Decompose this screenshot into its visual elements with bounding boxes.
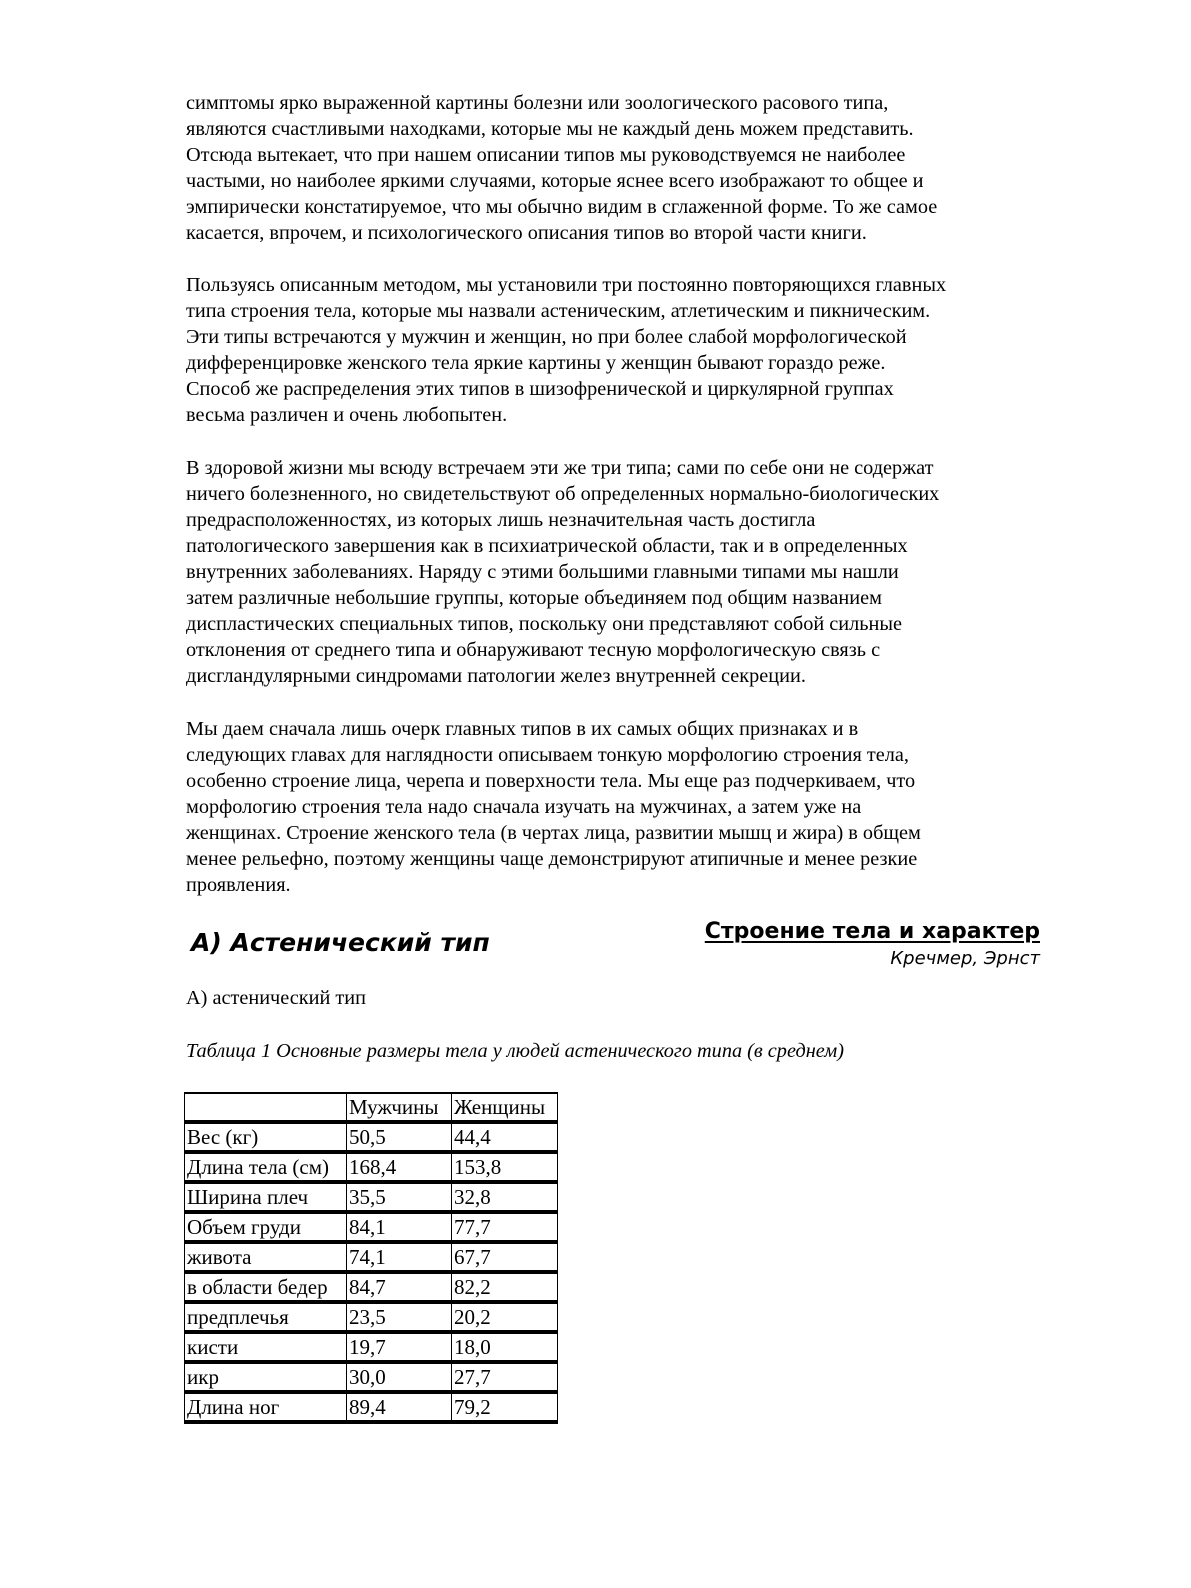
table-cell-men: 84,1 [347,1212,452,1242]
table-row [185,1212,558,1242]
table-header-cell [185,1093,347,1122]
table-row [185,1272,558,1302]
paragraph-line: морфологию строения тела надо сначала изучать на мужчинах, а затем уже на [186,796,862,818]
table-cell-label: предплечья [185,1302,347,1332]
paragraph-line: проявления. [186,874,291,896]
table-row [185,1182,558,1212]
paragraph-line: диспластических специальных типов, поскольку они представляют собой сильные [186,613,902,635]
table-cell-women: 82,2 [452,1272,558,1302]
table-row [185,1152,558,1182]
table-cell-men: 23,5 [347,1302,452,1332]
paragraph-line: Способ же распределения этих типов в шизофренической и циркулярной группах [186,378,894,400]
subsection-title: А) астенический тип [186,987,366,1009]
paragraph-line: частыми, но наиболее яркими случаями, которые яснее всего изображают то общее и [186,170,924,192]
book-author: Кречмер, Эрнст [890,948,1040,969]
table-cell-label: кисти [185,1332,347,1362]
table-cell-women: 18,0 [452,1332,558,1362]
table-cell-men: 35,5 [347,1182,452,1212]
table-cell-women: 67,7 [452,1242,558,1272]
paragraph-line: являются счастливыми находками, которые мы не каждый день можем представить. [186,118,914,140]
paragraph-line: предрасположенностях, из которых лишь незначительная часть достигла [186,509,816,531]
table-cell-women: 44,4 [452,1122,558,1152]
table-cell-label: Вес (кг) [185,1122,347,1152]
paragraph-line: дисгландулярными синдромами патологии желез внутренней секреции. [186,665,806,687]
table-cell-men: 168,4 [347,1152,452,1182]
paragraph-4 [186,716,1066,898]
paragraph-line: дифференцировке женского тела яркие картины у женщин бывают гораздо реже. [186,352,886,374]
paragraph-line: женщинах. Строение женского тела (в чертах лица, развитии мышц и жира) в общем [186,822,921,844]
table-row [185,1242,558,1272]
table-cell-men: 50,5 [347,1122,452,1152]
paragraph-line: отклонения от среднего типа и обнаруживают тесную морфологическую связь с [186,639,881,661]
paragraph-line: В здоровой жизни мы всюду встречаем эти же три типа; сами по себе они не содержат [186,457,934,479]
paragraph-line: Пользуясь описанным методом, мы установили три постоянно повторяющихся главных [186,274,947,296]
paragraph-line: патологического завершения как в психиатрической области, так и в определенных [186,535,908,557]
section-heading: А) Астенический тип [191,928,490,957]
body-measurements-table [184,1092,558,1424]
paragraph-line: затем различные небольшие группы, которые объединяем под общим названием [186,587,882,609]
table-row [185,1302,558,1332]
paragraph-line: Отсюда вытекает, что при нашем описании типов мы руководствуемся не наиболее [186,144,906,166]
table-cell-women: 153,8 [452,1152,558,1182]
table-cell-men: 84,7 [347,1272,452,1302]
table-cell-label: Объем груди [185,1212,347,1242]
paragraph-1 [186,90,1066,246]
paragraph-2 [186,272,1066,428]
table-row [185,1122,558,1152]
table-row [185,1362,558,1392]
paragraph-line: весьма различен и очень любопытен. [186,404,508,426]
paragraph-line: касается, впрочем, и психологического описания типов во второй части книги. [186,222,867,244]
paragraph-line: внутренних заболеваниях. Наряду с этими большими главными типами мы нашли [186,561,899,583]
table-cell-women: 32,8 [452,1182,558,1212]
paragraph-3 [186,455,1066,689]
paragraph-line: эмпирически констатируемое, что мы обычно видим в сглаженной форме. То же самое [186,196,938,218]
table-cell-men: 19,7 [347,1332,452,1362]
paragraph-line: менее рельефно, поэтому женщины чаще демонстрируют атипичные и менее резкие [186,848,918,870]
table-header-cell: Мужчины [347,1093,452,1122]
paragraph-line: особенно строение лица, черепа и поверхности тела. Мы еще раз подчеркиваем, что [186,770,916,792]
paragraph-line: ничего болезненного, но свидетельствуют об определенных нормально-биологических [186,483,940,505]
paragraph-line: Эти типы встречаются у мужчин и женщин, но при более слабой морфологической [186,326,907,348]
table-row [185,1332,558,1362]
table-cell-label: икр [185,1362,347,1392]
table-cell-men: 74,1 [347,1242,452,1272]
table-cell-label: живота [185,1242,347,1272]
table-cell-women: 27,7 [452,1362,558,1392]
paragraph-line: следующих главах для наглядности описываем тонкую морфологию строения тела, [186,744,909,766]
table-cell-women: 79,2 [452,1392,558,1422]
paragraph-line: типа строения тела, которые мы назвали астеническим, атлетическим и пикническим. [186,300,931,322]
paragraph-line: Мы даем сначала лишь очерк главных типов в их самых общих признаках и в [186,718,859,740]
table-cell-men: 89,4 [347,1392,452,1422]
table-row [185,1392,558,1422]
table-cell-label: Длина тела (см) [185,1152,347,1182]
book-title: Строение тела и характер [704,919,1040,944]
table-header-cell: Женщины [452,1093,558,1122]
table-cell-label: Длина ног [185,1392,347,1422]
table-header-row [185,1093,558,1122]
table-cell-men: 30,0 [347,1362,452,1392]
table-cell-women: 20,2 [452,1302,558,1332]
table-cell-women: 77,7 [452,1212,558,1242]
table-caption: Таблица 1 Основные размеры тела у людей астенического типа (в среднем) [186,1040,844,1062]
table-cell-label: в области бедер [185,1272,347,1302]
paragraph-line: симптомы ярко выраженной картины болезни или зоологического расового типа, [186,92,889,114]
table-cell-label: Ширина плеч [185,1182,347,1212]
